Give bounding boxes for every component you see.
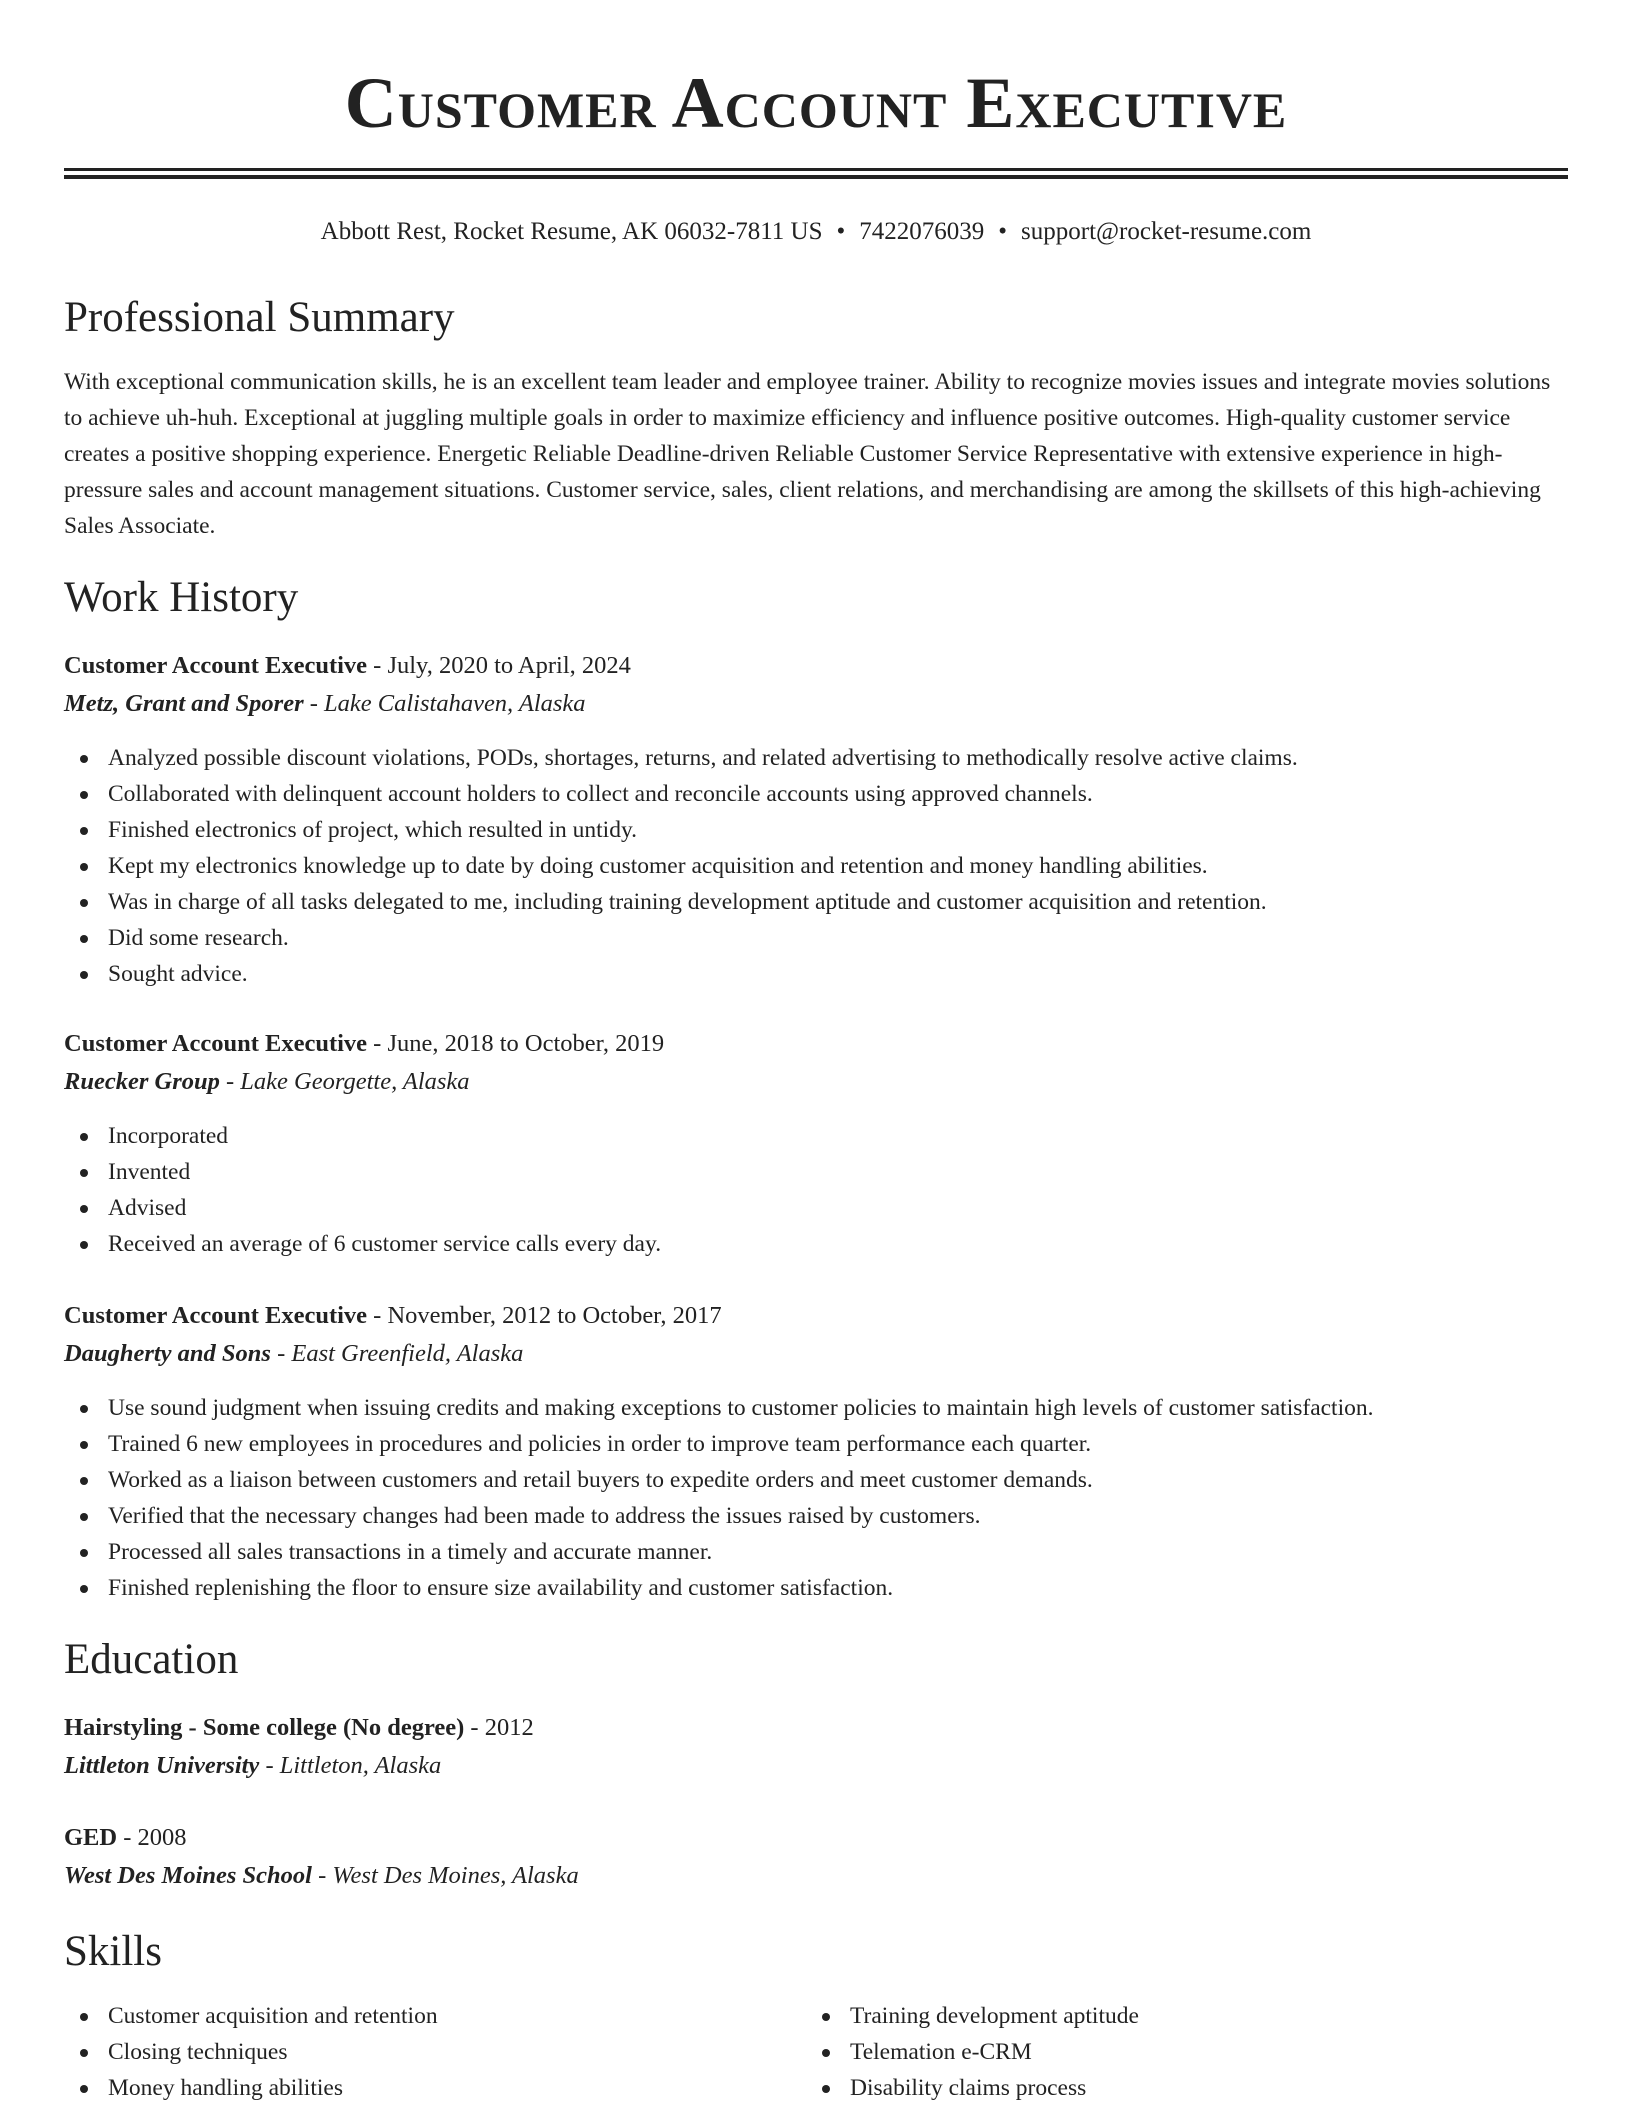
education-location: - West Des Moines, Alaska: [311, 1862, 579, 1889]
job-location: - Lake Calistahaven, Alaska: [303, 690, 586, 717]
list-item: Finished replenishing the floor to ensure size availability and customer satisfaction.: [64, 1570, 1374, 1606]
contact-address: Abbott Rest, Rocket Resume, AK 06032-7811 US: [320, 218, 823, 245]
education-school-line: [64, 1748, 1568, 1784]
job-bullets: [64, 1118, 661, 1262]
skills-list-right: [806, 1998, 1139, 2106]
list-item: Analyzed possible discount violations, PODs, shortages, returns, and related advertising to methodically resolve active claims.: [64, 740, 1298, 776]
job-dates: - June, 2018 to October, 2019: [367, 1030, 665, 1057]
job-location: - East Greenfield, Alaska: [270, 1340, 524, 1367]
job-company: Metz, Grant and Sporer: [64, 690, 304, 717]
skill-item: Customer acquisition and retention: [64, 1998, 438, 2034]
job-company-line: [64, 686, 1568, 722]
education-heading: Education: [64, 1636, 239, 1683]
list-item: Kept my electronics knowledge up to date by doing customer acquisition and retention and money handling abilities.: [64, 848, 1298, 884]
job-dates: - July, 2020 to April, 2024: [367, 652, 631, 679]
list-item: Processed all sales transactions in a timely and accurate manner.: [64, 1534, 1374, 1570]
education-degree: Hairstyling - Some college (No degree): [64, 1714, 465, 1741]
education-degree-line: [64, 1820, 1568, 1856]
education-school: West Des Moines School: [64, 1862, 312, 1889]
work-history-heading: Work History: [64, 574, 299, 621]
list-item: Received an average of 6 customer service calls every day.: [64, 1226, 661, 1262]
job-company: Ruecker Group: [64, 1068, 220, 1095]
education-degree-line: [64, 1710, 1568, 1746]
job-company-line: [64, 1064, 1568, 1100]
list-item: Sought advice.: [64, 956, 1298, 992]
skill-item: Closing techniques: [64, 2034, 438, 2070]
list-item: Worked as a liaison between customers and retail buyers to expedite orders and meet customer demands.: [64, 1462, 1374, 1498]
job-company: Daugherty and Sons: [64, 1340, 271, 1367]
job-company-line: [64, 1336, 1568, 1372]
list-item: Invented: [64, 1154, 661, 1190]
education-school: Littleton University: [64, 1752, 260, 1779]
list-item: Trained 6 new employees in procedures and policies in order to improve team performance each quarter.: [64, 1426, 1374, 1462]
job-location: - Lake Georgette, Alaska: [219, 1068, 470, 1095]
title-divider-top: [64, 168, 1568, 171]
list-item: Finished electronics of project, which resulted in untidy.: [64, 812, 1298, 848]
skill-item: Telemation e-CRM: [806, 2034, 1139, 2070]
job-title: Customer Account Executive: [64, 1302, 368, 1329]
skill-item: Money handling abilities: [64, 2070, 438, 2106]
contact-phone: 7422076039: [859, 218, 985, 245]
contact-email: support@rocket-resume.com: [1021, 218, 1312, 245]
contact-separator: •: [998, 218, 1008, 245]
list-item: Verified that the necessary changes had been made to address the issues raised by customers.: [64, 1498, 1374, 1534]
job-bullets: [64, 1390, 1374, 1606]
list-item: Use sound judgment when issuing credits and making exceptions to customer policies to maintain high levels of customer satisfaction.: [64, 1390, 1374, 1426]
summary-heading: Professional Summary: [64, 294, 455, 341]
skill-item: Disability claims process: [806, 2070, 1139, 2106]
job-title-line: [64, 1298, 1568, 1334]
contact-line: [64, 214, 1568, 250]
skills-list-left: [64, 1998, 438, 2106]
education-year: - 2012: [464, 1714, 534, 1741]
education-year: - 2008: [117, 1824, 187, 1851]
education-school-line: [64, 1858, 1568, 1894]
resume-title: Customer Account Executive: [344, 63, 1288, 143]
education-location: - Littleton, Alaska: [259, 1752, 442, 1779]
skills-heading: Skills: [64, 1928, 162, 1975]
list-item: Incorporated: [64, 1118, 661, 1154]
list-item: Advised: [64, 1190, 661, 1226]
list-item: Was in charge of all tasks delegated to me, including training development aptitude and customer acquisition and retention.: [64, 884, 1298, 920]
job-title-line: [64, 648, 1568, 684]
job-bullets: [64, 740, 1298, 992]
job-title: Customer Account Executive: [64, 1030, 368, 1057]
list-item: Did some research.: [64, 920, 1298, 956]
title-divider-bottom: [64, 175, 1568, 179]
contact-separator: •: [836, 218, 846, 245]
job-title-line: [64, 1026, 1568, 1062]
skill-item: Training development aptitude: [806, 1998, 1139, 2034]
job-title: Customer Account Executive: [64, 652, 368, 679]
summary-text: With exceptional communication skills, he is an excellent team leader and employee trainer. Ability to recognize movies issues and integrate movies solutions to achieve uh-huh. Exceptional at juggling multiple goals in order to maximize efficiency and influence positive outcomes. High-quality customer service creates a positive shopping experience. Energetic Reliable Deadline-driven Reliable Customer Service Representative with extensive experience in high-pressure sales and account management situations. Customer service, sales, client relations, and merchandising are among the skillsets of this high-achieving Sales Associate.: [64, 369, 1551, 539]
job-dates: - November, 2012 to October, 2017: [367, 1302, 722, 1329]
education-degree: GED: [64, 1824, 118, 1851]
list-item: Collaborated with delinquent account holders to collect and reconcile accounts using approved channels.: [64, 776, 1298, 812]
